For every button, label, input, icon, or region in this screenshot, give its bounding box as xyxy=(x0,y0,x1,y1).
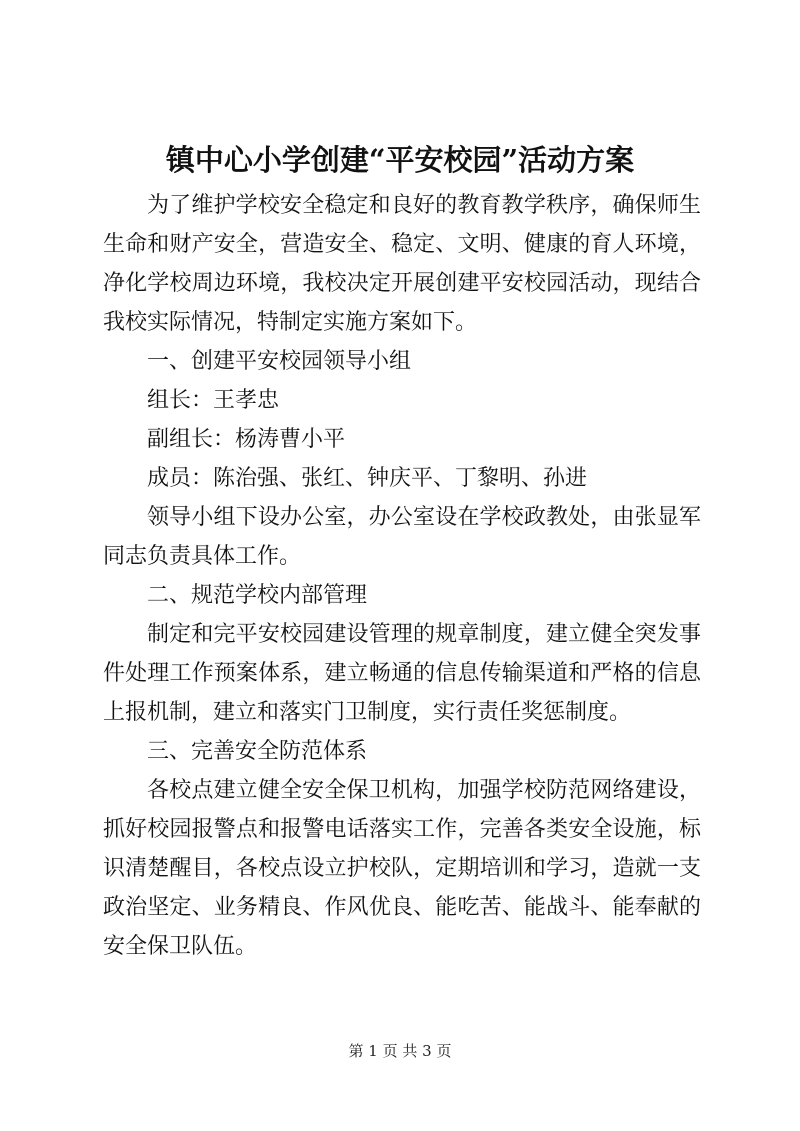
document-title: 镇中心小学创建“平安校园”活动方案 xyxy=(165,143,635,177)
office-paragraph: 领导小组下设办公室，办公室设在学校政教处，由张显军同志负责具体工作。 xyxy=(103,505,701,569)
document-body xyxy=(103,186,701,966)
page-number-footer: 第 1 页 共 3 页 xyxy=(348,1042,452,1060)
section-heading-leadership-group: 一、创建平安校园领导小组 xyxy=(147,349,412,374)
members-line: 成员：陈治强、张红、钟庆平、丁黎明、孙进 xyxy=(147,466,588,491)
section-heading-internal-management: 二、规范学校内部管理 xyxy=(147,583,368,608)
intro-paragraph: 为了维护学校安全稳定和良好的教育教学秩序，确保师生生命和财产安全，营造安全、稳定、文明、健康的育人环境，净化学校周边环境，我校决定开展创建平安校园活动，现结合我校实际情况，特制定实施方案如下。 xyxy=(103,193,701,335)
deputy-leader-line: 副组长：杨涛曹小平 xyxy=(147,427,346,452)
internal-management-paragraph: 制定和完平安校园建设管理的规章制度，建立健全突发事件处理工作预案体系，建立畅通的信息传输渠道和严格的信息上报机制，建立和落实门卫制度，实行责任奖惩制度。 xyxy=(103,622,701,725)
group-leader-line: 组长：王孝忠 xyxy=(147,388,280,413)
safety-system-paragraph: 各校点建立健全安全保卫机构，加强学校防范网络建设，抓好校园报警点和报警电话落实工作，完善各类安全设施，标识清楚醒目，各校点设立护校队，定期培训和学习，造就一支政治坚定、业务精良、作风优良、能吃苦、能战斗、能奉献的安全保卫队伍。 xyxy=(103,778,701,959)
section-heading-safety-system: 三、完善安全防范体系 xyxy=(147,739,368,764)
